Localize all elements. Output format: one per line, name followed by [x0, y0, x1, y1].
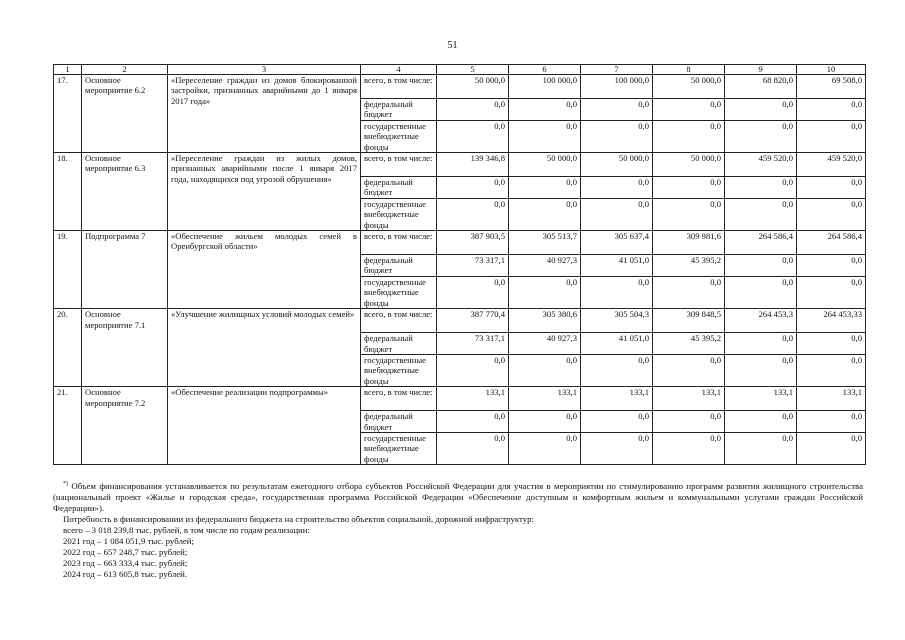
funding-value: 0,0	[797, 411, 866, 433]
funding-value: 0,0	[797, 255, 866, 277]
funding-value: 0,0	[725, 411, 797, 433]
funding-source: федеральный бюджет	[361, 177, 437, 199]
column-number: 9	[725, 65, 797, 75]
funding-value: 50 000,0	[653, 153, 725, 177]
funding-value: 0,0	[725, 99, 797, 121]
funding-value: 0,0	[509, 276, 581, 308]
funding-source: федеральный бюджет	[361, 333, 437, 355]
funding-value: 0,0	[653, 276, 725, 308]
funding-value: 0,0	[437, 354, 509, 386]
funding-value: 305 504,3	[581, 309, 653, 333]
funding-value: 139 346,8	[437, 153, 509, 177]
funding-value: 0,0	[725, 255, 797, 277]
funding-value: 0,0	[653, 120, 725, 152]
funding-value: 0,0	[653, 411, 725, 433]
column-number: 2	[82, 65, 168, 75]
funding-value: 0,0	[509, 354, 581, 386]
column-number: 1	[54, 65, 82, 75]
funding-value: 0,0	[653, 354, 725, 386]
funding-value: 264 453,33	[797, 309, 866, 333]
funding-source: государственные внебюджетные фонды	[361, 354, 437, 386]
program-name: «Улучшение жилищных условий молодых семей»	[168, 309, 361, 387]
funding-source: государственные внебюджетные фонды	[361, 432, 437, 464]
funding-value: 100 000,0	[581, 75, 653, 99]
funding-value: 45 395,2	[653, 255, 725, 277]
funding-value: 0,0	[581, 354, 653, 386]
funding-value: 0,0	[797, 432, 866, 464]
funding-value: 305 380,6	[509, 309, 581, 333]
requirement-year: 2024 год – 613 605,8 тыс. рублей.	[63, 568, 188, 579]
column-number: 5	[437, 65, 509, 75]
funding-source: государственные внебюджетные фонды	[361, 276, 437, 308]
funding-value: 133,1	[797, 387, 866, 411]
table-row	[54, 309, 866, 333]
funding-value: 133,1	[509, 387, 581, 411]
column-number: 7	[581, 65, 653, 75]
requirement-year: 2023 год – 663 333,4 тыс. рублей;	[63, 557, 188, 568]
row-index: 17.	[54, 75, 82, 153]
funding-value: 0,0	[581, 276, 653, 308]
program-type: Основное мероприятие 6.3	[82, 153, 168, 231]
funding-value: 264 586,4	[797, 231, 866, 255]
funding-source: государственные внебюджетные фонды	[361, 198, 437, 230]
row-index: 21.	[54, 387, 82, 465]
funding-value: 0,0	[725, 177, 797, 199]
funding-value: 0,0	[581, 411, 653, 433]
funding-value: 0,0	[437, 198, 509, 230]
funding-value: 0,0	[797, 354, 866, 386]
funding-source: федеральный бюджет	[361, 255, 437, 277]
funding-value: 73 317,1	[437, 333, 509, 355]
funding-value: 133,1	[725, 387, 797, 411]
funding-value: 50 000,0	[509, 153, 581, 177]
funding-value: 387 770,4	[437, 309, 509, 333]
requirement-total: всего – 3 018 239,8 тыс. рублей, в том числе по годам реализации:	[63, 524, 310, 535]
funding-value: 264 586,4	[725, 231, 797, 255]
funding-value: 0,0	[581, 198, 653, 230]
funding-value: 0,0	[797, 276, 866, 308]
funding-value: 0,0	[437, 276, 509, 308]
funding-source: федеральный бюджет	[361, 411, 437, 433]
funding-value: 0,0	[581, 120, 653, 152]
funding-value: 0,0	[437, 177, 509, 199]
footnote	[53, 479, 863, 514]
funding-value: 0,0	[797, 177, 866, 199]
funding-value: 73 317,1	[437, 255, 509, 277]
funding-value: 0,0	[509, 432, 581, 464]
table-row	[54, 153, 866, 177]
notes-section	[53, 479, 863, 580]
funding-value: 40 927,3	[509, 333, 581, 355]
column-number-row	[54, 65, 866, 75]
funding-value: 305 513,7	[509, 231, 581, 255]
footnote-marker: *)	[63, 481, 68, 487]
funding-value: 50 000,0	[581, 153, 653, 177]
requirement-intro: Потребность в финансировании из федерального бюджета на строительство объектов социальной, дорожной инфраструктур:	[63, 513, 534, 524]
funding-value: 0,0	[509, 177, 581, 199]
program-type: Подпрограмма 7	[82, 231, 168, 309]
funding-value: 0,0	[509, 99, 581, 121]
program-type: Основное мероприятие 7.2	[82, 387, 168, 465]
funding-value: 0,0	[653, 99, 725, 121]
program-type: Основное мероприятие 6.2	[82, 75, 168, 153]
funding-value: 41 051,0	[581, 255, 653, 277]
funding-source: всего, в том числе:	[361, 75, 437, 99]
program-name: «Переселение граждан из домов блокированной застройки, признанных аварийными до 1 января 2017 года»	[168, 75, 361, 153]
requirement-year: 2021 год – 1 084 051,9 тыс. рублей;	[63, 535, 194, 546]
funding-value: 309 848,5	[653, 309, 725, 333]
funding-value: 133,1	[653, 387, 725, 411]
funding-value: 0,0	[725, 354, 797, 386]
funding-value: 0,0	[509, 411, 581, 433]
funding-value: 387 903,5	[437, 231, 509, 255]
funding-value: 459 520,0	[725, 153, 797, 177]
funding-value: 0,0	[581, 99, 653, 121]
funding-source: государственные внебюджетные фонды	[361, 120, 437, 152]
funding-value: 305 637,4	[581, 231, 653, 255]
funding-value: 133,1	[437, 387, 509, 411]
funding-value: 0,0	[437, 120, 509, 152]
funding-source: всего, в том числе:	[361, 387, 437, 411]
funding-value: 0,0	[725, 120, 797, 152]
funding-value: 133,1	[581, 387, 653, 411]
funding-value: 0,0	[437, 411, 509, 433]
row-index: 19.	[54, 231, 82, 309]
financing-table	[53, 64, 866, 465]
funding-value: 309 981,6	[653, 231, 725, 255]
row-index: 18.	[54, 153, 82, 231]
funding-value: 0,0	[797, 198, 866, 230]
funding-value: 40 927,3	[509, 255, 581, 277]
funding-value: 0,0	[797, 99, 866, 121]
row-index: 20.	[54, 309, 82, 387]
funding-value: 0,0	[725, 333, 797, 355]
funding-value: 0,0	[797, 333, 866, 355]
funding-value: 0,0	[725, 432, 797, 464]
funding-source: федеральный бюджет	[361, 99, 437, 121]
footnote-text: Объем финансирования устанавливается по результатам ежегодного отбора субъектов Российской Федерации для участия в мероприятии по стимулированию программ развития жилищного строительства (национальный проект «Жилье и городская среда», государственная программа Российской Федерации «Обеспечение доступным и комфортным жильем и коммунальными услугами граждан Российской Федерации»).	[53, 480, 863, 513]
column-number: 8	[653, 65, 725, 75]
funding-value: 69 508,0	[797, 75, 866, 99]
funding-value: 45 395,2	[653, 333, 725, 355]
funding-value: 0,0	[437, 432, 509, 464]
column-number: 4	[361, 65, 437, 75]
funding-value: 50 000,0	[653, 75, 725, 99]
funding-value: 0,0	[581, 177, 653, 199]
funding-value: 0,0	[797, 120, 866, 152]
funding-source: всего, в том числе:	[361, 309, 437, 333]
program-name: «Обеспечение реализации подпрограммы»	[168, 387, 361, 465]
funding-value: 0,0	[725, 276, 797, 308]
column-number: 6	[509, 65, 581, 75]
funding-value: 459 520,0	[797, 153, 866, 177]
funding-value: 0,0	[653, 198, 725, 230]
funding-value: 41 051,0	[581, 333, 653, 355]
requirement-year: 2022 год – 657 248,7 тыс. рублей;	[63, 546, 188, 557]
funding-value: 264 453,3	[725, 309, 797, 333]
program-type: Основное мероприятие 7.1	[82, 309, 168, 387]
funding-value: 0,0	[509, 120, 581, 152]
funding-value: 100 000,0	[509, 75, 581, 99]
funding-source: всего, в том числе:	[361, 231, 437, 255]
table-row	[54, 231, 866, 255]
page-number: 51	[447, 40, 458, 51]
funding-value: 68 820,0	[725, 75, 797, 99]
funding-value: 50 000,0	[437, 75, 509, 99]
program-name: «Обеспечение жильем молодых семей в Оренбургской области»	[168, 231, 361, 309]
table-row	[54, 75, 866, 99]
funding-value: 0,0	[653, 432, 725, 464]
funding-value: 0,0	[725, 198, 797, 230]
table-row	[54, 387, 866, 411]
column-number: 10	[797, 65, 866, 75]
program-name: «Переселение граждан из жилых домов, признанных аварийными после 1 января 2017 года, находящихся под угрозой обрушения»	[168, 153, 361, 231]
funding-value: 0,0	[581, 432, 653, 464]
funding-source: всего, в том числе:	[361, 153, 437, 177]
funding-value: 0,0	[437, 99, 509, 121]
column-number: 3	[168, 65, 361, 75]
funding-value: 0,0	[653, 177, 725, 199]
funding-value: 0,0	[509, 198, 581, 230]
